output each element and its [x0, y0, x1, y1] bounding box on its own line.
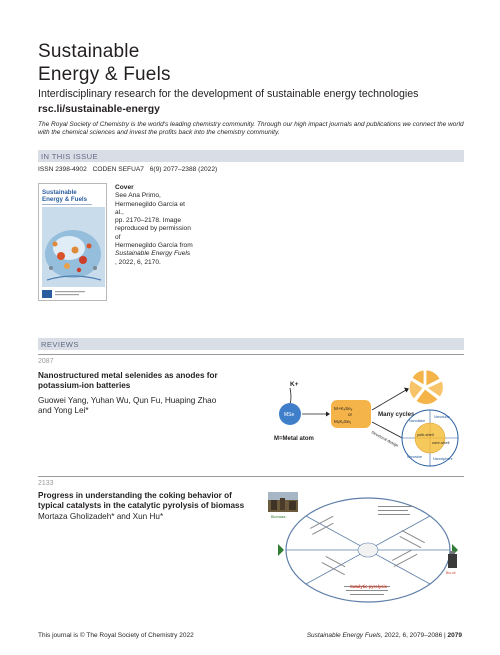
cover-caption-line1: See Ana Primo, [115, 192, 161, 200]
graphical-abstract-selenides [268, 370, 464, 470]
cover-caption-journal: Sustainable Energy Fuels [115, 250, 191, 258]
article-page-number: 2087 [38, 358, 54, 365]
coden: CODEN SEFUA7 [92, 166, 144, 173]
nanotube-label: Nanotube [434, 415, 450, 419]
article-title[interactable] [38, 491, 258, 511]
journal-title-line2: Energy & Fuels [38, 64, 171, 85]
nanosphere-label: Nanosphere [433, 457, 453, 461]
metal-atom-label: M=Metal atom [274, 436, 314, 442]
journal-subtitle: Interdisciplinary research for the development of sustainable energy technologies [38, 88, 419, 100]
article-authors-line1: Guowei Yang, Yuhan Wu, Qun Fu, Huaping Zhao [38, 396, 217, 405]
kse-label-1: M+KₓSeᵧ [334, 406, 353, 411]
k-ion-label: K+ [290, 381, 299, 388]
journal-url[interactable]: rsc.li/sustainable-energy [38, 104, 160, 115]
structure-wheel [402, 410, 458, 466]
graphical-abstract-coking [266, 490, 464, 608]
volume-info: 6(9) 2077–2388 (2022) [149, 166, 218, 173]
footer-citation [307, 632, 462, 639]
journal-title-line1: Sustainable [38, 41, 140, 62]
cover-thumb-title-2: Energy & Fuels [42, 196, 88, 203]
article-title-line1: Progress in understanding the coking behavior of [38, 491, 232, 500]
rsc-note: The Royal Society of Chemistry is the world's leading chemistry community. Through our high impact journals and publications we connect the world with the chemical sciences and invest the profits back into the chemistry community. [38, 121, 464, 137]
article-divider [38, 476, 464, 477]
article-authors: Mortaza Gholizadeh* and Xun Hu* [38, 512, 164, 521]
article-authors-line2: and Yong Lei* [38, 406, 89, 415]
cover-caption-line3: pp. 2170–2178. Image [115, 217, 181, 225]
bio-oil-bottle [448, 554, 457, 568]
issn: ISSN 2398-4902 [38, 166, 87, 173]
section-bar-in-this-issue [38, 150, 464, 162]
cover-caption-line4: reproduced by permission of [115, 225, 191, 241]
footer-citation-rest: , 2022, 6, 2079–2086 | [380, 632, 446, 639]
article-title-line2: typical catalysts in the catalytic pyrolysis of biomass [38, 501, 245, 510]
fractured-particle [409, 370, 443, 404]
kse-label-2: or [348, 412, 353, 417]
cover-caption-line6 [115, 250, 195, 258]
section-label-reviews: REVIEWS [41, 339, 79, 349]
article-authors [38, 396, 238, 416]
footer-copyright: This journal is © The Royal Society of Chemistry 2022 [38, 632, 194, 639]
biomass-label: Biomass [271, 515, 286, 519]
article-title[interactable] [38, 371, 258, 391]
article-divider [38, 354, 464, 355]
cover-caption-title: Cover [115, 184, 134, 191]
core-shell-label: core-shell [432, 440, 450, 445]
issn-line [38, 166, 221, 173]
cover-caption [115, 184, 195, 267]
footer-page-number: 2079 [447, 632, 462, 639]
bio-oil-label: Bio-oil [446, 571, 456, 575]
nanoflake-label: Nanoflake [409, 419, 426, 423]
section-bar-reviews [38, 338, 464, 350]
mse-label: MSe [284, 412, 295, 418]
cover-illustration [39, 184, 107, 301]
section-label-in-this-issue: IN THIS ISSUE [41, 151, 98, 161]
kse-label-3: MₓKₓSeᵧ [334, 419, 352, 424]
yolk-shell-label: yolk-shell [417, 432, 434, 437]
article-title-line2: potassium-ion batteries [38, 381, 131, 390]
article-page-number: 2133 [38, 480, 54, 487]
many-cycles-label: Many cycles [378, 411, 415, 418]
cover-caption-line5: Hermenegildo García from [115, 242, 193, 250]
footer-journal: Sustainable Energy Fuels [306, 632, 381, 639]
journal-title [38, 40, 171, 86]
nanowire-label: Nanowire [407, 455, 423, 459]
catalytic-pyrolysis-label: Catalytic pyrolysis [350, 584, 388, 589]
cover-caption-line2: Hermenegildo García et al., [115, 200, 186, 216]
structural-design-label: Structural design [370, 429, 400, 448]
cover-image[interactable] [38, 183, 107, 301]
cover-caption-line7: , 2022, 6, 2170. [115, 258, 161, 266]
cover-thumb-title-1: Sustainable [42, 189, 77, 196]
article-title-line1: Nanostructured metal selenides as anodes for [38, 371, 218, 380]
